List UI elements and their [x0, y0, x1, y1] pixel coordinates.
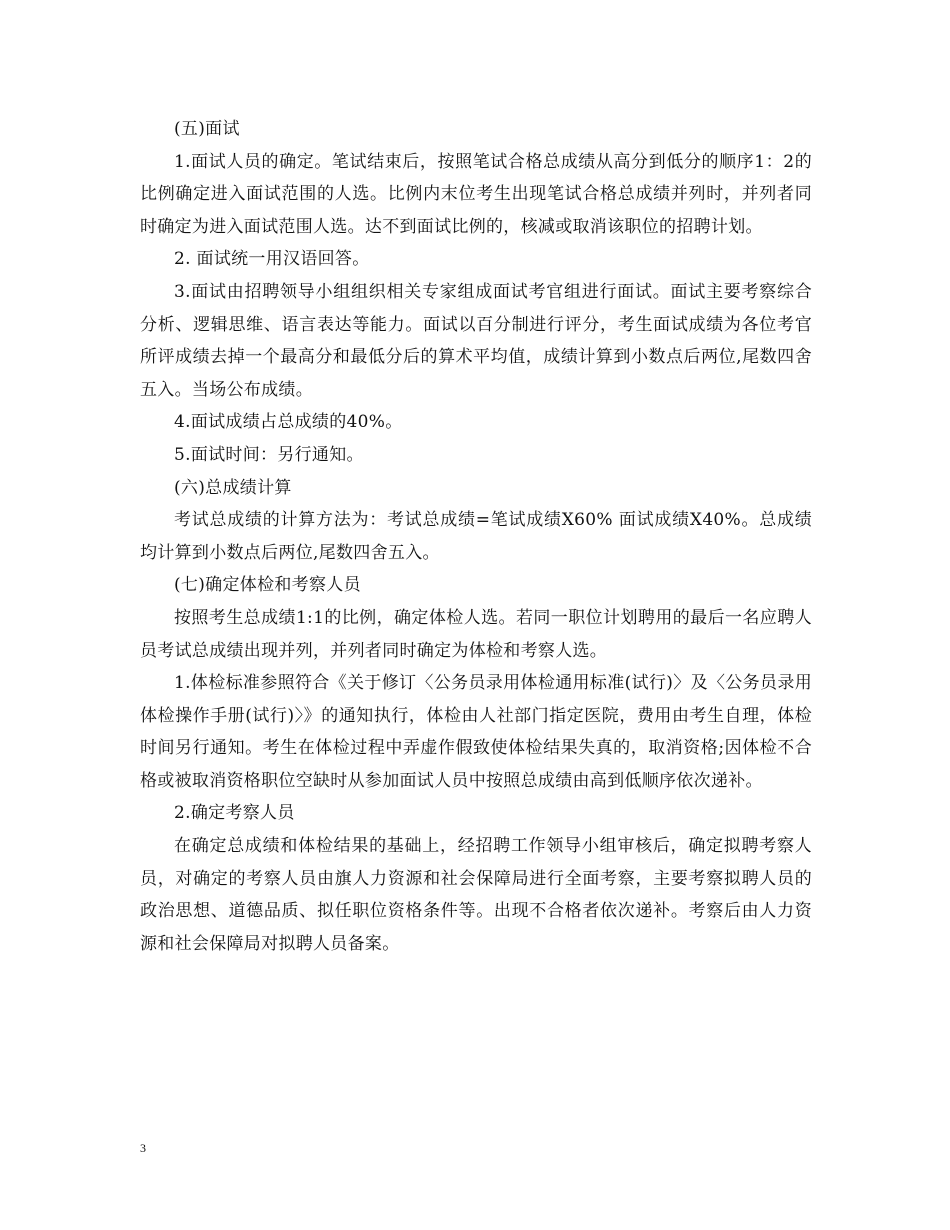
paragraph-interview-language: 2. 面试统一用汉语回答。	[174, 249, 370, 270]
paragraph-interview-candidates: 1.面试人员的确定。笔试结束后，按照笔试合格总成绩从高分到低分的顺序1：2的比例确定进入面试范围的人选。比例内末位考生出现笔试合格总成绩并列时，并列者同时确定为进入面试范围人选。达不到面试比例的，核减或取消该职位的招聘计划。	[140, 151, 812, 237]
section-heading-interview: (五)面试	[174, 119, 240, 139]
section-heading-total-score: (六)总成绩计算	[174, 477, 292, 498]
paragraph-interview-process: 3.面试由招聘领导小组组织相关专家组成面试考官组进行面试。面试主要考察综合分析、逻辑思维、语言表达等能力。面试以百分制进行评分，考生面试成绩为各位考官所评成绩去掉一个最高分和最低分后的算术平均值，成绩计算到小数点后两位,尾数四舍五入。当场公布成绩。	[140, 281, 812, 400]
paragraph-inspection-process: 在确定总成绩和体检结果的基础上，经招聘工作领导小组审核后，确定拟聘考察人员，对确定的考察人员由旗人力资源和社会保障局进行全面考察，主要考察拟聘人员的政治思想、道德品质、拟任职位资格条件等。出现不合格者依次递补。考察后由人力资源和社会保障局对拟聘人员备案。	[140, 836, 812, 954]
section-heading-exam-inspection: (七)确定体检和考察人员	[174, 575, 361, 596]
paragraph-total-score-method: 考试总成绩的计算方法为：考试总成绩=笔试成绩X60% 面试成绩X40%。总成绩均计算到小数点后两位,尾数四舍五入。	[140, 510, 812, 563]
paragraph-exam-selection: 按照考生总成绩1:1的比例，确定体检人选。若同一职位计划聘用的最后一名应聘人员考试总成绩出现并列，并列者同时确定为体检和考察人选。	[140, 607, 812, 661]
paragraph-medical-exam: 1.体检标准参照符合《关于修订〈公务员录用体检通用标准(试行)〉及〈公务员录用体检操作手册(试行)〉》的通知执行，体检由人社部门指定医院，费用由考生自理，体检时间另行通知。考生在体检过程中弄虚作假致使体检结果失真的，取消资格;因体检不合格或被取消资格职位空缺时从参加面试人员中按照总成绩由高到低顺序依次递补。	[140, 673, 812, 791]
paragraph-inspection-heading: 2.确定考察人员	[174, 803, 295, 824]
paragraph-interview-weight: 4.面试成绩占总成绩的40%。	[174, 412, 403, 433]
document-body	[140, 113, 812, 960]
page-number: 3	[140, 1141, 146, 1155]
paragraph-interview-time: 5.面试时间：另行通知。	[174, 444, 364, 465]
